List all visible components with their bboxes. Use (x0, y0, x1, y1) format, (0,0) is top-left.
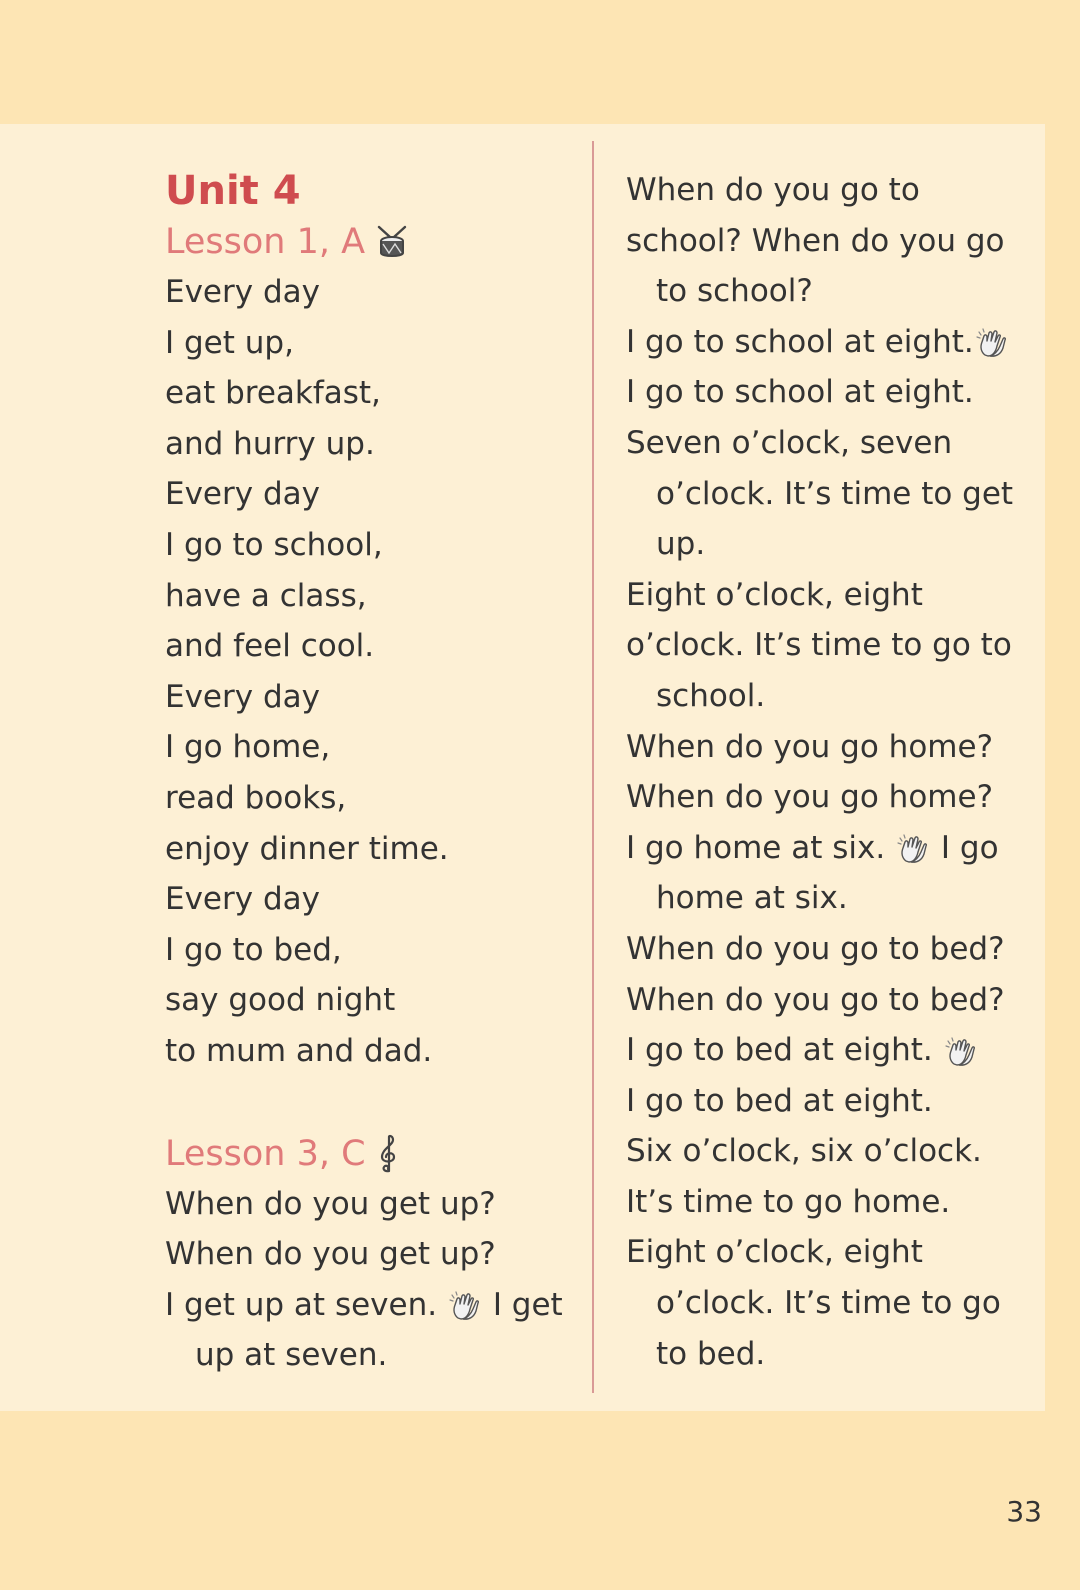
song-line: Eight o’clock, eight (626, 576, 923, 613)
clapping-hands-icon (945, 1036, 977, 1068)
lesson-3-title (165, 1129, 575, 1179)
song-line: I go to school at eight. (626, 374, 974, 411)
lesson-1-line: I go home, (165, 729, 331, 766)
song-line: school. (656, 677, 766, 714)
song-line: I go to bed at eight. (626, 1082, 933, 1119)
lesson-1-line: Every day (165, 678, 320, 715)
song-line: When do you go home? (626, 728, 994, 765)
section-gap (165, 1077, 575, 1129)
drum-icon (375, 224, 409, 260)
lesson-1-line: Every day (165, 274, 320, 310)
right-column (626, 165, 1036, 1379)
lesson-1-line: enjoy dinner time. (165, 830, 449, 867)
clapping-hands-icon (897, 833, 929, 865)
song-line-part: I go to school at eight. (626, 323, 974, 360)
treble-clef-icon (376, 1134, 400, 1174)
lesson-3-title-text: Lesson 3, C (165, 1133, 366, 1174)
song-line: When do you go home? (626, 779, 994, 816)
song-line: o’clock. It’s time to go (656, 1285, 1001, 1322)
lesson-1-line: and hurry up. (165, 425, 375, 462)
song-line: When do you go to bed? (626, 981, 1005, 1018)
page-number: 33 (1006, 1495, 1042, 1528)
unit-title: Unit 4 (165, 168, 301, 214)
lesson-3-line (165, 1280, 575, 1331)
lesson-1-line: have a class, (165, 577, 367, 614)
song-line (626, 1025, 1036, 1076)
lesson-3-line-part: I get up at seven. (165, 1286, 438, 1323)
song-line: Seven o’clock, seven (626, 424, 953, 461)
song-line: Eight o’clock, eight (626, 1234, 923, 1271)
song-line: o’clock. It’s time to go to (626, 627, 1012, 664)
lesson-3-line: When do you get up? (165, 1236, 496, 1273)
song-line-part: I go (940, 829, 999, 866)
lesson-1-poem (165, 267, 575, 1077)
lesson-1-line: I get up, (165, 324, 294, 361)
column-divider (592, 141, 594, 1393)
song-line: It’s time to go home. (626, 1183, 951, 1220)
song-line: school? When do you go (626, 222, 1005, 259)
lesson-3-line: When do you get up? (165, 1185, 496, 1222)
lesson-3-song (165, 1179, 575, 1381)
song-line: to school? (656, 273, 813, 310)
song-line: o’clock. It’s time to get (656, 475, 1014, 512)
song-line (626, 823, 1036, 874)
lesson-1-line: and feel cool. (165, 628, 375, 665)
song-line: home at six. (656, 880, 848, 917)
song-line (626, 317, 1036, 368)
song-line: up. (656, 526, 706, 563)
song-line-part: I go home at six. (626, 829, 886, 866)
lesson-1-line: to mum and dad. (165, 1032, 433, 1069)
left-column (165, 165, 575, 1381)
song-line: When do you go to bed? (626, 930, 1005, 967)
lesson-1-title (165, 217, 575, 267)
lesson-1-line: I go to bed, (165, 931, 342, 968)
lesson-3-line-part: I get (492, 1286, 563, 1323)
lesson-1-line: I go to school, (165, 526, 383, 563)
clapping-hands-icon (976, 327, 1008, 359)
song-line: to bed. (656, 1335, 766, 1372)
lesson-1-title-text: Lesson 1, A (165, 222, 366, 262)
song-line: When do you go to (626, 172, 920, 208)
clapping-hands-icon (449, 1290, 481, 1322)
song-line: Six o’clock, six o’clock. (626, 1133, 982, 1170)
lesson-1-line: say good night (165, 982, 396, 1019)
lesson-1-line: Every day (165, 476, 320, 513)
lesson-1-line: eat breakfast, (165, 375, 381, 412)
lesson-1-line: Every day (165, 881, 320, 918)
lesson-1-line: read books, (165, 779, 347, 816)
song-line-part: I go to bed at eight. (626, 1032, 933, 1069)
lesson-3-line: up at seven. (195, 1337, 388, 1374)
